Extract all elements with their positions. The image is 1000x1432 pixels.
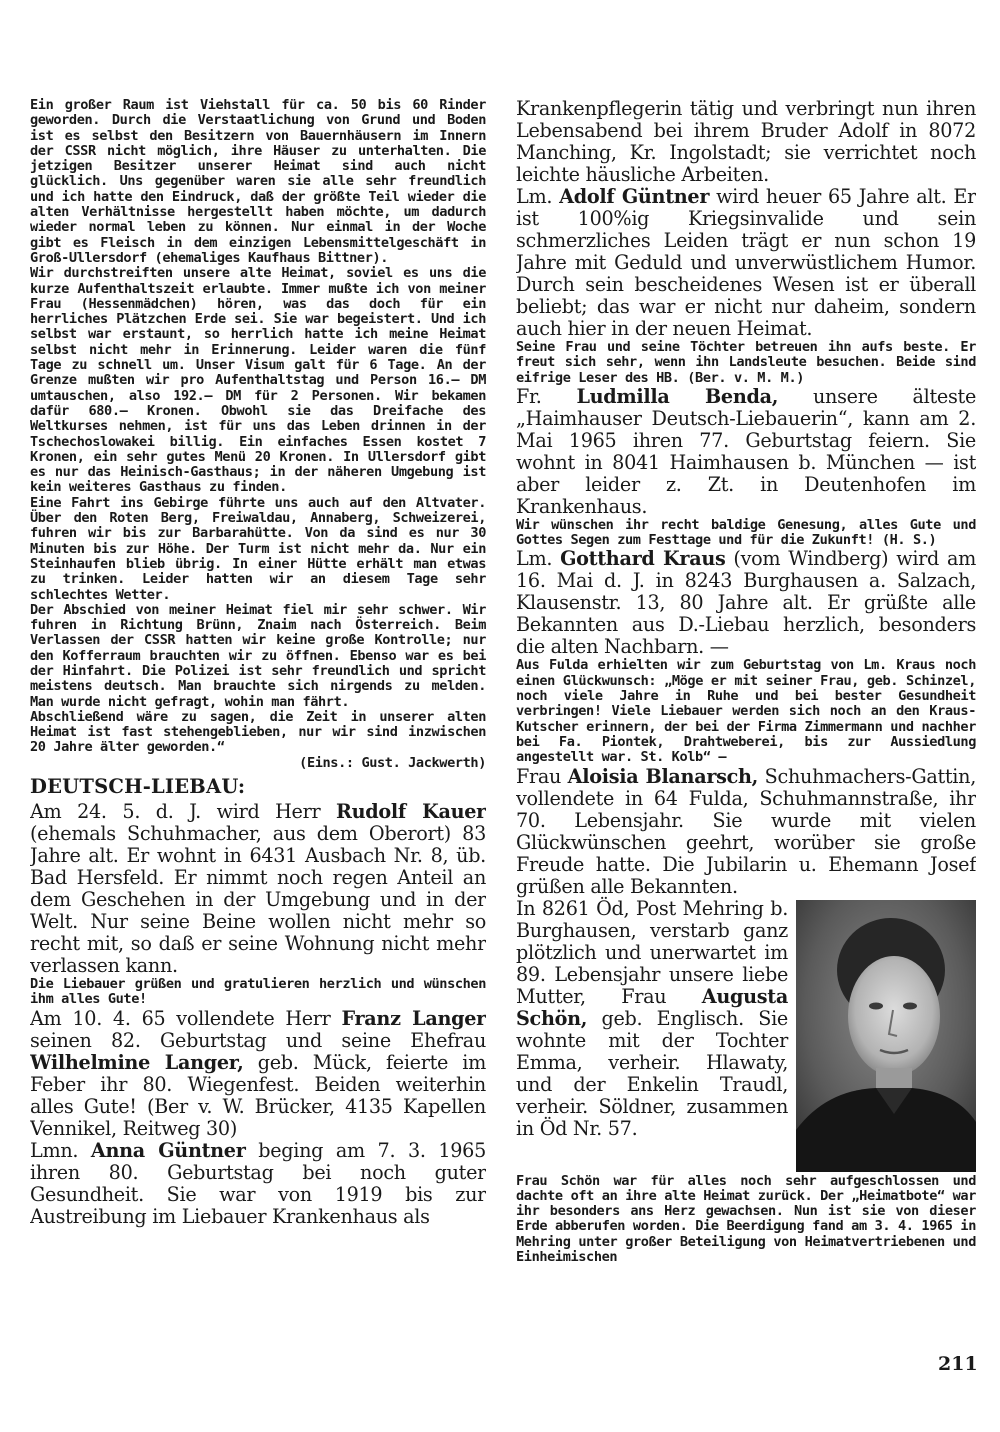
text: Lmn.	[30, 1138, 91, 1162]
person-name: Gotthard Kraus	[560, 547, 726, 571]
text: Lm.	[516, 185, 560, 208]
paragraph: Abschließend wäre zu sagen, die Zeit in unserer alten Heimat ist fast stehengeblieben, nur wir sind inzwischen 20 Jahre älter geworden.“	[30, 708, 486, 756]
paragraph: Wir wünschen ihr recht baldige Genesung, alles Gute und Gottes Segen zum Festtage und für die Zukunft! (H. S.)	[516, 516, 976, 549]
portrait-image	[796, 900, 976, 1172]
paragraph	[30, 1140, 486, 1228]
paragraph: Seine Frau und seine Töchter betreuen ihn aufs beste. Er freut sich sehr, wenn ihn Landsleute besuchen. Beide sind eifrige Leser des HB. (Ber. v. M. M.)	[516, 339, 976, 386]
paragraph	[516, 766, 976, 898]
paragraph	[516, 386, 976, 518]
person-name: Anna Güntner	[90, 1138, 246, 1162]
text: Schuhmachers-Gattin, vollendete in 64 Fulda, Schuhmannstraße, ihr 70. Lebensjahr. Sie wurde mit vielen Glückwünschen geehrt, worüber sie große Freude hatte. Die Jubilarin u. Ehemann Josef grüßen alle Bekannten.	[516, 764, 976, 898]
signature: (Eins.: Gust. Jackwerth)	[299, 754, 486, 771]
person-name: Aloisia Blanarsch,	[567, 764, 759, 788]
portrait-photo	[796, 900, 976, 1172]
paragraph: Wir durchstreiften unsere alte Heimat, soviel es uns die kurze Aufenthaltszeit erlaubte. Immer mußte ich von meiner Frau (Hessenmädchen) hören, was das doch für ein herrliches Plätzchen Erde sei. Sie war begeistert. Und ich selbst war erstaunt, so herrlich hatte ich meine Heimat selbst nicht mehr in Erinnerung. Leider waren die fünf Tage zu schnell um. Unser Visum galt für 6 Tage. An der Grenze mußten wir pro Aufenthaltstag und Person 16.— DM umtauschen, also 192.— DM für 2 Personen. Wir bekamen dafür 680.— Kronen. Obwohl sie das Dreifache des Weltkurses nehmen, ist für uns das Leben drinnen in der Tschechoslowakei billig. Ein einfaches Essen kostet 7 Kronen, ein sehr gutes Menü 20 Kronen. In Ullersdorf gibt es nur das Heinisch-Gasthaus; in der näheren Umgebung ist kein weiteres Gasthaus zu finden.	[30, 265, 486, 496]
text: beging am 7. 3. 1965 ihren 80. Geburtstag bei noch guter Gesundheit. Sie war von 1919 bis zur Austreibung im Liebauer Krankenhaus als	[30, 1138, 486, 1228]
person-name: Rudolf Kauer	[336, 800, 486, 824]
paragraph: Eine Fahrt ins Gebirge führte uns auch auf den Altvater. Über den Roten Berg, Freiwaldau, Annaberg, Schweizerei, fuhren wir bis zur Barbarahütte. Von da sind es nur 30 Minuten bis zur Höhe. Der Turm ist nicht mehr da. Nur ein Steinhaufen blieb übrig. In einer Hütte erhält man etwas zu trinken. Leider hatten wir an diesem Tage sehr schlechtes Wetter.	[30, 494, 486, 603]
paragraph: Der Abschied von meiner Heimat fiel mir sehr schwer. Wir fuhren in Richtung Brünn, Znaim nach Österreich. Beim Verlassen der CSSR hatten wir keine große Kontrolle; nur den Kofferraum brauchten wir zu öffnen. Ebenso war es bei der Hinfahrt. Die Polizei ist sehr freundlich und spricht meistens deutsch. Man brauchte sich nirgends zu melden. Man wurde nicht gefragt, wohin man fährt.	[30, 601, 486, 710]
text: (ehemals Schuhmacher, aus dem Oberort) 83 Jahre alt. Er wohnt in 6431 Ausbach Nr. 8, üb. Bad Hersfeld. Er nimmt noch regen Anteil an dem Geschehen in der Umgebung und in der Welt. Nur seine Beine wollen nicht mehr so recht mit, so daß er seine Wohnung nicht mehr verlassen kann.	[30, 822, 486, 978]
person-name: Ludmilla Benda,	[576, 384, 779, 408]
text: (vom Windberg) wird am 16. Mai d. J. in 8243 Burghausen a. Salzach, Klausenstr. 13, 80 Jahre alt. Er grüßte alle Bekannten aus D.-Liebau herzlich, besonders die alten Nachbarn. —	[516, 547, 976, 659]
person-name: Augusta Schön,	[516, 984, 788, 1030]
text: Fr.	[516, 384, 577, 408]
person-name: Franz Langer	[341, 1006, 486, 1030]
page-number: 211	[938, 1353, 978, 1375]
person-name: Adolf Güntner	[559, 185, 710, 208]
text: Am 10. 4. 65 vollendete Herr	[30, 1006, 342, 1030]
text: Am 24. 5. d. J. wird Herr	[30, 800, 336, 824]
text: wird heuer 65 Jahre alt. Er ist 100%ig Kriegsinvalide und sein schmerzliches Leiden trägt er nun schon 19 Jahre mit Geduld und unverwüstlichem Humor. Durch sein bescheidenes Wesen ist er überall beliebt; das war er nicht nur daheim, sondern auch hier in der neuen Heimat.	[516, 185, 976, 340]
text: geb. Englisch. Sie wohnte mit der Tochter Emma, verheir. Hlawaty, und der Enkelin Traudl, verheir. Söldner, zusammen in Öd Nr. 57.	[516, 1006, 788, 1140]
text: unsere älteste „Haimhauser Deutsch-Liebauerin“, kann am 2. Mai 1965 ihren 77. Geburtstag feiern. Sie wohnt in 8041 Haimhausen b. München — ist aber leider z. Zt. in Deutenhofen im Krankenhaus.	[516, 384, 976, 518]
paragraph: Krankenpflegerin tätig und verbringt nun ihren Lebensabend bei ihrem Bruder Adolf in 8072 Manching, Kr. Ingolstadt; sie verrichtet noch leichte häusliche Arbeiten.	[516, 98, 976, 186]
text: seinen 82. Geburtstag und seine Ehefrau	[30, 1028, 486, 1052]
paragraph	[516, 548, 976, 658]
text: In 8261 Öd, Post Mehring b. Burghausen, verstarb ganz plötzlich und unerwartet im 89. Lebensjahr unsere liebe Mutter, Frau	[516, 896, 788, 1008]
paragraph: Die Liebauer grüßen und gratulieren herzlich und wünschen ihm alles Gute!	[30, 976, 486, 1008]
text: Frau	[516, 764, 568, 788]
text: Lm.	[516, 547, 561, 571]
right-column	[516, 98, 976, 1348]
left-column	[30, 98, 486, 1343]
paragraph	[516, 186, 976, 340]
paragraph: Aus Fulda erhielten wir zum Geburtstag von Lm. Kraus noch einen Glückwunsch: „Möge er mit seiner Frau, geb. Schinzel, noch viele Jahre in Ruhe und bei bester Gesundheit verbringen! Viele Liebauer werden sich noch an den Kraus-Kutscher erinnern, der bei der Firma Zimmermann und nachher bei Fa. Piontek, Drahtweberei, bis zur Aussiedlung angestellt war. St. Kolb“ —	[516, 657, 976, 766]
person-name: Wilhelmine Langer,	[30, 1050, 244, 1074]
paragraph	[30, 1008, 486, 1140]
section-heading: DEUTSCH-LIEBAU:	[30, 775, 246, 799]
text: geb. Mück, feierte im Feber ihr 80. Wiegenfest. Beiden weiterhin alles Gute! (Ber v. W. Brücker, 4135 Kapellen Vennikel, Reitweg 30)	[30, 1050, 486, 1140]
paragraph: Frau Schön war für alles noch sehr aufgeschlossen und dachte oft an ihre alte Heimat zurück. Der „Heimatbote“ war ihr besonders ans Herz gewachsen. Nun ist sie von dieser Erde abberufen worden. Die Beerdigung fand am 3. 4. 1965 in Mehring unter großer Beteiligung von Heimatvertriebenen und Einheimischen	[516, 1172, 976, 1266]
paragraph: Ein großer Raum ist Viehstall für ca. 50 bis 60 Rinder geworden. Durch die Verstaatlichung von Grund und Boden ist es selbst den Besitzern von Bauernhäusern im Innern der CSSR nicht möglich, ihre Häuser zu unterhalten. Die jetzigen Besitzer unserer Heimat sind auch nicht glücklich. Uns gegenüber waren sie alle sehr freundlich und ich hatte den Eindruck, daß der größte Teil wieder die alten Verhältnisse hergestellt haben möchte, um dadurch wieder normal leben zu können. Nur einmal in der Woche gibt es Fleisch in dem einzigen Lebensmittelgeschäft in Groß-Ullersdorf (ehemaliges Kaufhaus Bittner).	[30, 98, 486, 266]
paragraph	[30, 801, 486, 977]
